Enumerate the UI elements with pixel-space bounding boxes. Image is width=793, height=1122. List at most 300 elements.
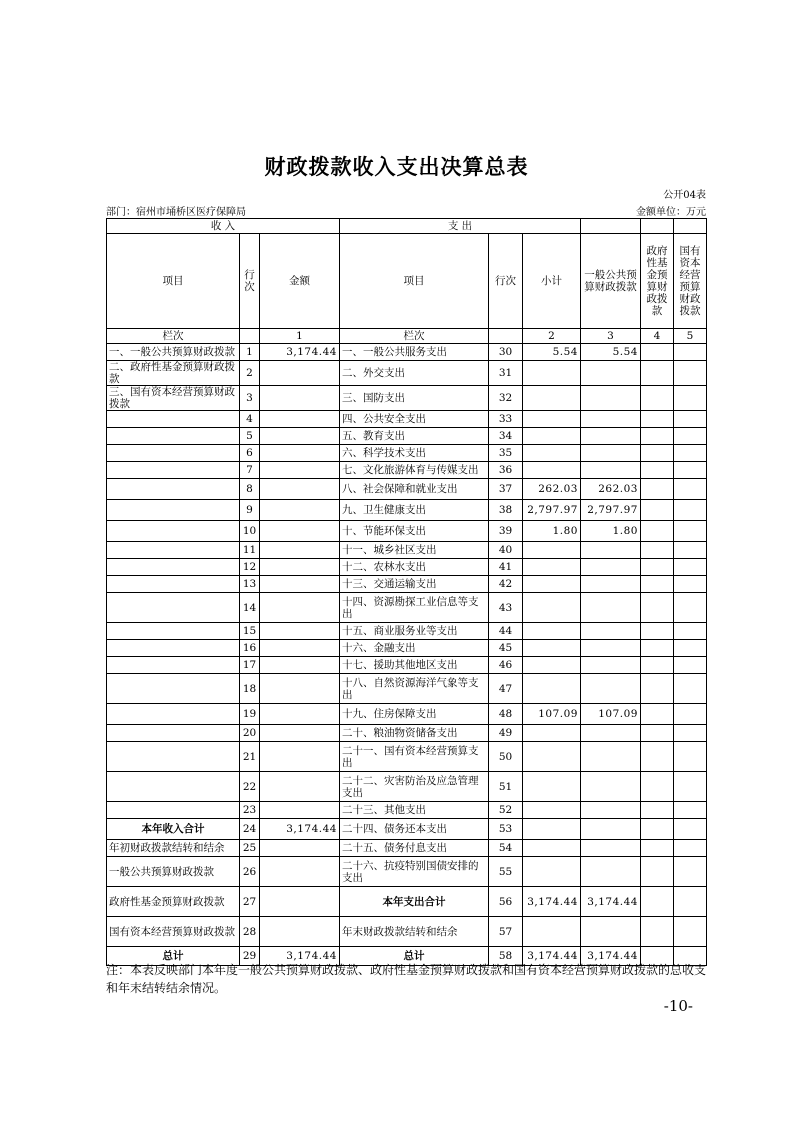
expense-gov-fund (641, 819, 674, 840)
income-line-no: 6 (240, 445, 260, 462)
expense-subtotal (523, 623, 581, 640)
expense-subtotal: 2,797.97 (523, 500, 581, 521)
budget-summary-table (106, 218, 707, 966)
expense-subtotal: 107.09 (523, 704, 581, 725)
expense-general-budget (581, 857, 641, 887)
expense-line-no: 34 (489, 428, 523, 445)
expense-subtotal (523, 917, 581, 947)
expense-subtotal (523, 802, 581, 819)
income-amount (260, 674, 340, 704)
income-item (107, 500, 240, 521)
income-amount: 3,174.44 (260, 819, 340, 840)
expense-subtotal (523, 593, 581, 623)
expense-item: 四、公共安全支出 (340, 411, 489, 428)
expense-subtotal (523, 819, 581, 840)
income-line-no: 16 (240, 640, 260, 657)
income-line-no: 15 (240, 623, 260, 640)
expense-general-budget: 3,174.44 (581, 947, 641, 966)
expense-state-capital (674, 742, 707, 772)
expense-subtotal (523, 674, 581, 704)
expense-gov-fund (641, 521, 674, 542)
income-amount (260, 742, 340, 772)
income-line-no: 5 (240, 428, 260, 445)
expense-item: 二十五、债务付息支出 (340, 840, 489, 857)
expense-general-budget (581, 725, 641, 742)
table-row (107, 772, 707, 802)
expense-gov-fund (641, 674, 674, 704)
income-line-no: 14 (240, 593, 260, 623)
income-item (107, 559, 240, 576)
page-number: -10- (663, 997, 693, 1015)
expense-subtotal: 1.80 (523, 521, 581, 542)
expense-item: 十四、资源勘探工业信息等支出 (340, 593, 489, 623)
income-item (107, 772, 240, 802)
income-amount-header: 金额 (260, 234, 340, 329)
expense-line-no: 54 (489, 840, 523, 857)
income-line-no: 22 (240, 772, 260, 802)
expense-item: 二十六、抗疫特别国债安排的支出 (340, 857, 489, 887)
expense-line-no: 40 (489, 542, 523, 559)
expense-state-capital (674, 386, 707, 411)
expense-state-capital (674, 344, 707, 361)
table-row (107, 840, 707, 857)
income-item: 国有资本经营预算财政拨款 (107, 917, 240, 947)
income-amount (260, 917, 340, 947)
gov-fund-header: 政府性基金预算财政拨款 (641, 234, 674, 329)
table-row (107, 725, 707, 742)
income-item: 本年收入合计 (107, 819, 240, 840)
expense-gov-fund (641, 344, 674, 361)
expense-general-budget (581, 542, 641, 559)
expense-state-capital (674, 623, 707, 640)
income-amount (260, 559, 340, 576)
expense-state-capital (674, 725, 707, 742)
income-item (107, 521, 240, 542)
expense-line-no: 48 (489, 704, 523, 725)
expense-state-capital (674, 857, 707, 887)
income-amount (260, 445, 340, 462)
expense-general-budget (581, 411, 641, 428)
income-line-no: 24 (240, 819, 260, 840)
expense-line-no: 50 (489, 742, 523, 772)
expense-general-budget (581, 623, 641, 640)
expense-state-capital (674, 576, 707, 593)
income-item (107, 576, 240, 593)
expense-state-capital (674, 559, 707, 576)
expense-item-header: 项目 (340, 234, 489, 329)
expense-gov-fund (641, 623, 674, 640)
expense-subtotal (523, 386, 581, 411)
expense-general-budget: 3,174.44 (581, 887, 641, 917)
expense-item: 五、教育支出 (340, 428, 489, 445)
expense-state-capital (674, 802, 707, 819)
unit-label: 金额单位：万元 (636, 207, 706, 218)
expense-subtotal (523, 559, 581, 576)
income-line-no: 29 (240, 947, 260, 966)
table-row (107, 593, 707, 623)
expense-state-capital (674, 840, 707, 857)
income-amount (260, 593, 340, 623)
income-amount: 3,174.44 (260, 947, 340, 966)
income-amount (260, 887, 340, 917)
table-row (107, 445, 707, 462)
income-line-no: 13 (240, 576, 260, 593)
expense-state-capital (674, 772, 707, 802)
expense-general-budget: 5.54 (581, 344, 641, 361)
table-note: 注：本表反映部门本年度一般公共预算财政拨款、政府性基金预算财政拨款和国有资本经营预算财政拨款的总收支和年末结转结余情况。 (106, 963, 707, 995)
expense-general-budget: 2,797.97 (581, 500, 641, 521)
table-row (107, 802, 707, 819)
expense-subtotal (523, 657, 581, 674)
table-row (107, 857, 707, 887)
expense-subtotal (523, 428, 581, 445)
income-amount (260, 802, 340, 819)
expense-item: 八、社会保障和就业支出 (340, 479, 489, 500)
income-item (107, 462, 240, 479)
expense-gov-fund (641, 772, 674, 802)
income-line-no: 21 (240, 742, 260, 772)
expense-line-no: 47 (489, 674, 523, 704)
income-amount (260, 857, 340, 887)
income-item (107, 742, 240, 772)
expense-subtotal (523, 576, 581, 593)
income-line-no: 11 (240, 542, 260, 559)
column-index-row (107, 329, 707, 344)
expense-line-no: 44 (489, 623, 523, 640)
expense-gov-fund (641, 500, 674, 521)
income-item (107, 704, 240, 725)
income-amount (260, 542, 340, 559)
table-row (107, 917, 707, 947)
expense-general-budget (581, 802, 641, 819)
expense-subtotal: 5.54 (523, 344, 581, 361)
header-row-columns (107, 234, 707, 329)
expense-line-no: 49 (489, 725, 523, 742)
expense-item: 十五、商业服务业等支出 (340, 623, 489, 640)
expense-gov-fund (641, 559, 674, 576)
income-line-no: 17 (240, 657, 260, 674)
expense-state-capital (674, 411, 707, 428)
expense-general-budget: 1.80 (581, 521, 641, 542)
income-line-no: 9 (240, 500, 260, 521)
income-amount (260, 361, 340, 386)
expense-item: 总计 (340, 947, 489, 966)
income-amount (260, 657, 340, 674)
expense-gov-fund (641, 428, 674, 445)
income-amount (260, 462, 340, 479)
expense-item: 三、国防支出 (340, 386, 489, 411)
table-row (107, 344, 707, 361)
expense-gov-fund (641, 386, 674, 411)
expense-line-no: 45 (489, 640, 523, 657)
expense-gov-fund (641, 411, 674, 428)
expense-state-capital (674, 479, 707, 500)
expense-general-budget (581, 428, 641, 445)
expense-section-header: 支 出 (340, 219, 581, 234)
expense-item: 十三、交通运输支出 (340, 576, 489, 593)
expense-gov-fund (641, 576, 674, 593)
expense-state-capital (674, 361, 707, 386)
income-line-no: 2 (240, 361, 260, 386)
income-amount (260, 521, 340, 542)
income-item (107, 479, 240, 500)
expense-item: 二十四、债务还本支出 (340, 819, 489, 840)
table-row (107, 500, 707, 521)
expense-gov-fund (641, 840, 674, 857)
income-amount (260, 640, 340, 657)
expense-gov-fund (641, 593, 674, 623)
table-row (107, 887, 707, 917)
expense-line-no: 41 (489, 559, 523, 576)
income-item: 三、国有资本经营预算财政拨款 (107, 386, 240, 411)
income-amount (260, 840, 340, 857)
income-line-no: 4 (240, 411, 260, 428)
expense-item: 本年支出合计 (340, 887, 489, 917)
income-line-no: 3 (240, 386, 260, 411)
table-row (107, 479, 707, 500)
income-item: 总计 (107, 947, 240, 966)
expense-state-capital (674, 445, 707, 462)
expense-subtotal (523, 742, 581, 772)
expense-gov-fund (641, 742, 674, 772)
col-index-5: 5 (674, 329, 707, 344)
income-item: 政府性基金预算财政拨款 (107, 887, 240, 917)
expense-state-capital (674, 428, 707, 445)
income-amount (260, 772, 340, 802)
expense-item: 二十三、其他支出 (340, 802, 489, 819)
expense-item: 十七、援助其他地区支出 (340, 657, 489, 674)
table-row (107, 640, 707, 657)
expense-subtotal: 3,174.44 (523, 887, 581, 917)
income-line-no: 28 (240, 917, 260, 947)
expense-state-capital (674, 500, 707, 521)
expense-state-capital (674, 704, 707, 725)
income-line-no: 23 (240, 802, 260, 819)
income-amount (260, 725, 340, 742)
col-index-2: 2 (523, 329, 581, 344)
expense-general-budget (581, 559, 641, 576)
expense-line-no: 31 (489, 361, 523, 386)
income-line-no: 18 (240, 674, 260, 704)
col-index-3: 3 (581, 329, 641, 344)
income-amount: 3,174.44 (260, 344, 340, 361)
department-label: 部门：宿州市埇桥区医疗保障局 (106, 207, 246, 218)
income-item (107, 623, 240, 640)
expense-item: 二十一、国有资本经营预算支出 (340, 742, 489, 772)
expense-gov-fund (641, 887, 674, 917)
expense-state-capital (674, 917, 707, 947)
table-row (107, 361, 707, 386)
income-amount (260, 576, 340, 593)
income-line-no: 1 (240, 344, 260, 361)
expense-line-no: 51 (489, 772, 523, 802)
income-item-header: 项目 (107, 234, 240, 329)
expense-item: 十八、自然资源海洋气象等支出 (340, 674, 489, 704)
expense-general-budget: 107.09 (581, 704, 641, 725)
income-item: 一、一般公共预算财政拨款 (107, 344, 240, 361)
expense-line-no: 32 (489, 386, 523, 411)
expense-subtotal (523, 857, 581, 887)
income-line-no: 20 (240, 725, 260, 742)
expense-subtotal (523, 725, 581, 742)
expense-item: 十九、住房保障支出 (340, 704, 489, 725)
expense-line-no: 57 (489, 917, 523, 947)
expense-line-header: 行次 (489, 234, 523, 329)
expense-state-capital (674, 657, 707, 674)
subtotal-header: 小计 (523, 234, 581, 329)
income-amount (260, 386, 340, 411)
expense-line-no: 38 (489, 500, 523, 521)
col-label: 栏次 (107, 329, 240, 344)
expense-gov-fund (641, 462, 674, 479)
expense-item: 六、科学技术支出 (340, 445, 489, 462)
expense-line-no: 42 (489, 576, 523, 593)
income-item (107, 725, 240, 742)
expense-item: 二十、粮油物资储备支出 (340, 725, 489, 742)
expense-state-capital (674, 462, 707, 479)
table-row (107, 819, 707, 840)
expense-gov-fund (641, 361, 674, 386)
expense-subtotal: 3,174.44 (523, 947, 581, 966)
expense-state-capital (674, 887, 707, 917)
expense-subtotal (523, 445, 581, 462)
expense-state-capital (674, 674, 707, 704)
expense-line-no: 36 (489, 462, 523, 479)
state-capital-header: 国有资本经营预算财政拨款 (674, 234, 707, 329)
expense-general-budget (581, 772, 641, 802)
income-line-header: 行次 (240, 234, 260, 329)
expense-line-no: 37 (489, 479, 523, 500)
expense-general-budget (581, 361, 641, 386)
expense-line-no: 39 (489, 521, 523, 542)
col-index-1: 1 (260, 329, 340, 344)
expense-line-no: 33 (489, 411, 523, 428)
income-item: 年初财政拨款结转和结余 (107, 840, 240, 857)
expense-general-budget (581, 819, 641, 840)
income-line-no: 7 (240, 462, 260, 479)
expense-item: 一、一般公共服务支出 (340, 344, 489, 361)
expense-gov-fund (641, 445, 674, 462)
expense-general-budget (581, 840, 641, 857)
expense-item: 十六、金融支出 (340, 640, 489, 657)
income-item (107, 428, 240, 445)
expense-subtotal (523, 361, 581, 386)
table-row (107, 386, 707, 411)
expense-general-budget (581, 462, 641, 479)
expense-line-no: 30 (489, 344, 523, 361)
income-amount (260, 704, 340, 725)
income-item (107, 640, 240, 657)
expense-subtotal (523, 840, 581, 857)
income-amount (260, 500, 340, 521)
expense-general-budget (581, 445, 641, 462)
expense-line-no: 56 (489, 887, 523, 917)
general-budget-header: 一般公共预算财政拨款 (581, 234, 641, 329)
expense-general-budget (581, 593, 641, 623)
income-item (107, 802, 240, 819)
expense-gov-fund (641, 725, 674, 742)
income-line-no: 27 (240, 887, 260, 917)
income-item (107, 411, 240, 428)
expense-item: 十二、农林水支出 (340, 559, 489, 576)
income-amount (260, 623, 340, 640)
expense-general-budget (581, 386, 641, 411)
expense-item: 十一、城乡社区支出 (340, 542, 489, 559)
table-row (107, 674, 707, 704)
table-row (107, 428, 707, 445)
page-title: 财政拨款收入支出决算总表 (264, 154, 529, 179)
income-section-header: 收 入 (107, 219, 340, 234)
expense-item: 年末财政拨款结转和结余 (340, 917, 489, 947)
expense-subtotal (523, 542, 581, 559)
expense-item: 十、节能环保支出 (340, 521, 489, 542)
income-item: 一般公共预算财政拨款 (107, 857, 240, 887)
header-row-sections (107, 219, 707, 234)
expense-line-no: 35 (489, 445, 523, 462)
table-row (107, 576, 707, 593)
income-line-no: 10 (240, 521, 260, 542)
expense-item: 七、文化旅游体育与传媒支出 (340, 462, 489, 479)
expense-subtotal (523, 411, 581, 428)
income-item (107, 593, 240, 623)
expense-line-no: 46 (489, 657, 523, 674)
expense-state-capital (674, 521, 707, 542)
expense-subtotal (523, 640, 581, 657)
expense-subtotal (523, 462, 581, 479)
expense-state-capital (674, 819, 707, 840)
expense-general-budget (581, 576, 641, 593)
expense-state-capital (674, 542, 707, 559)
income-amount (260, 479, 340, 500)
income-amount (260, 411, 340, 428)
income-item: 二、政府性基金预算财政拨款 (107, 361, 240, 386)
income-amount (260, 428, 340, 445)
expense-subtotal: 262.03 (523, 479, 581, 500)
expense-gov-fund (641, 657, 674, 674)
expense-gov-fund (641, 917, 674, 947)
expense-gov-fund (641, 542, 674, 559)
income-line-no: 8 (240, 479, 260, 500)
table-row (107, 742, 707, 772)
expense-general-budget (581, 640, 641, 657)
expense-state-capital (674, 593, 707, 623)
expense-gov-fund (641, 802, 674, 819)
expense-gov-fund (641, 857, 674, 887)
expense-general-budget: 262.03 (581, 479, 641, 500)
table-row (107, 704, 707, 725)
table-row (107, 559, 707, 576)
expense-general-budget (581, 742, 641, 772)
income-item (107, 542, 240, 559)
expense-item: 九、卫生健康支出 (340, 500, 489, 521)
income-line-no: 19 (240, 704, 260, 725)
col-index-4: 4 (641, 329, 674, 344)
table-row (107, 542, 707, 559)
expense-general-budget (581, 674, 641, 704)
expense-line-no: 43 (489, 593, 523, 623)
income-line-no: 26 (240, 857, 260, 887)
income-item (107, 445, 240, 462)
expense-gov-fund (641, 479, 674, 500)
table-row (107, 521, 707, 542)
col-label: 栏次 (340, 329, 489, 344)
expense-subtotal (523, 772, 581, 802)
table-row (107, 462, 707, 479)
form-number: 公开04表 (663, 190, 706, 201)
expense-general-budget (581, 657, 641, 674)
income-line-no: 25 (240, 840, 260, 857)
table-row (107, 623, 707, 640)
